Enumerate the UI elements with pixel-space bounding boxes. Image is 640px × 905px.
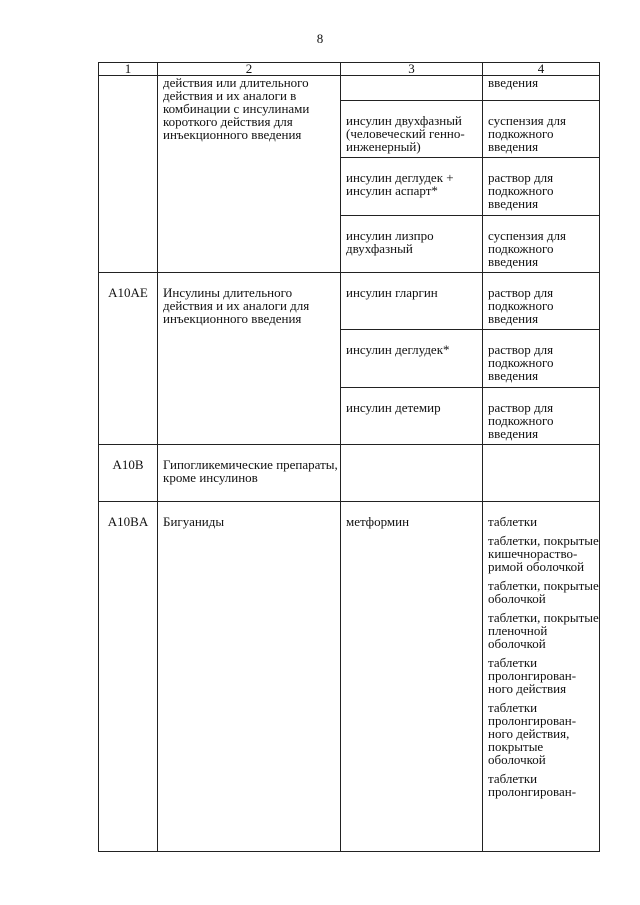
table-row <box>99 445 600 502</box>
dosage-form: таблетки пролонгирован-ного действия <box>488 655 577 696</box>
page-number: 8 <box>316 31 324 46</box>
drug-name: инсулин деглудек + инсулин аспарт* <box>341 158 483 216</box>
header-col-4: 4 <box>483 63 600 76</box>
table-row <box>99 76 600 101</box>
dosage-form: раствор для подкожного введения <box>483 388 600 445</box>
dosage-form: раствор для подкожного введения <box>483 330 600 388</box>
dosage-form: таблетки, покрытые кишечнораство-римой оболочкой <box>488 533 599 574</box>
drug-name: инсулин двухфазный (человеческий генно-инженерный) <box>341 101 483 158</box>
header-col-1: 1 <box>99 63 158 76</box>
table-row <box>99 502 600 852</box>
dosage-form: введения <box>483 76 600 101</box>
group-name: Гипогликемические препараты, кроме инсулинов <box>158 445 341 502</box>
dosage-form: таблетки <box>488 514 538 529</box>
dosage-form: раствор для подкожного введения <box>483 273 600 330</box>
header-col-2: 2 <box>158 63 341 76</box>
dosage-form: таблетки пролонгирован- <box>488 771 577 799</box>
group-name: Инсулины длительного действия и их аналоги для инъекционного введения <box>158 273 341 445</box>
atc-code <box>99 76 158 273</box>
drug-name: метформин <box>341 502 483 852</box>
drug-name: инсулин гларгин <box>341 273 483 330</box>
drug-table <box>98 62 600 852</box>
group-name: Бигуаниды <box>158 502 341 852</box>
dosage-form: таблетки пролонгирован-ного действия, покрытые оболочкой <box>488 700 577 767</box>
header-col-3: 3 <box>341 63 483 76</box>
dosage-form: раствор для подкожного введения <box>483 158 600 216</box>
atc-code: A10B <box>99 445 158 502</box>
atc-code: A10BA <box>99 502 158 852</box>
dosage-form: таблетки, покрытые оболочкой <box>488 578 599 606</box>
dosage-form: таблетки, покрытые пленочной оболочкой <box>488 610 599 651</box>
header-row <box>99 63 600 76</box>
dosage-form-list <box>483 502 600 852</box>
dosage-form: суспензия для подкожного введения <box>483 216 600 273</box>
dosage-form: суспензия для подкожного введения <box>483 101 600 158</box>
drug-name <box>341 76 483 101</box>
drug-name: инсулин детемир <box>341 388 483 445</box>
drug-name: инсулин деглудек* <box>341 330 483 388</box>
atc-code: A10AE <box>99 273 158 445</box>
group-name: действия или длительного действия и их аналоги в комбинации с инсулинами короткого действия для инъекционного введения <box>158 76 341 273</box>
table-row <box>99 273 600 330</box>
drug-name: инсулин лизпро двухфазный <box>341 216 483 273</box>
dosage-form <box>483 445 600 502</box>
drug-name <box>341 445 483 502</box>
